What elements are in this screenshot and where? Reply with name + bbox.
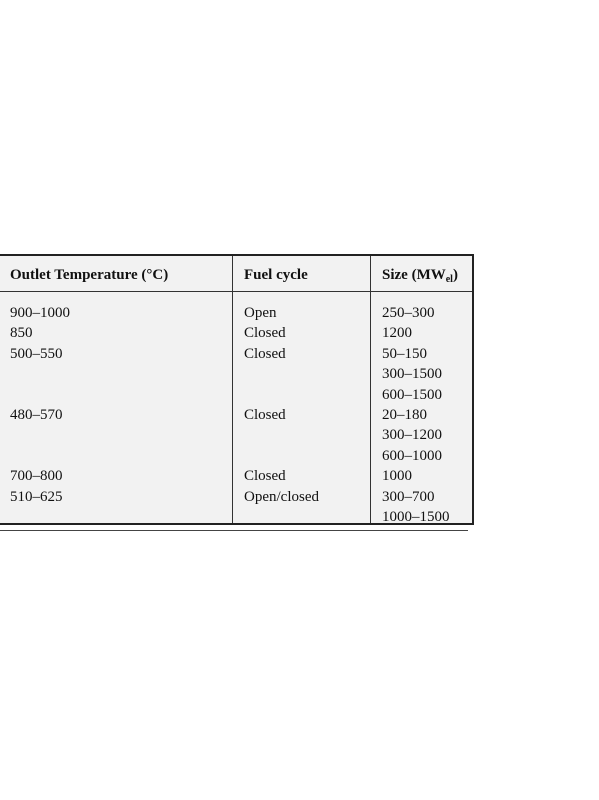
reactor-data-table: [0, 254, 474, 525]
fuel-cycle-cell: [244, 385, 319, 405]
fuel-cycle-cell: [244, 507, 319, 527]
size-cell: 50–150: [382, 345, 427, 362]
outlet-temperature-cell: 900–1000: [10, 305, 70, 321]
column-divider: [370, 256, 371, 523]
header-divider: [0, 291, 472, 292]
size-cell: 300–1500: [382, 366, 442, 383]
size-cell: 600–1000: [382, 447, 442, 464]
fuel-cycle-cell: Closed: [244, 325, 286, 342]
outlet-temperature-cell: 480–570: [10, 406, 63, 423]
header-size-suffix: ): [452, 267, 458, 283]
fuel-cycle-cell: Closed: [244, 406, 286, 423]
size-cell: 300–700: [382, 488, 435, 505]
outlet-temperature-cell: 510–625: [10, 488, 63, 505]
size-cell: 20–180: [382, 406, 427, 423]
header-size: [382, 267, 458, 285]
size-column: [382, 303, 450, 527]
outlet-temperature-column: [10, 303, 70, 527]
fuel-cycle-column: [244, 303, 319, 527]
fuel-cycle-cell: Closed: [244, 345, 286, 362]
header-outlet-temperature: Outlet Temperature (°C): [10, 267, 169, 283]
size-cell: 300–1200: [382, 427, 442, 444]
outlet-temperature-cell: [10, 446, 70, 466]
size-cell: 600–1500: [382, 386, 442, 403]
size-cell: 1000: [382, 468, 412, 485]
outlet-temperature-cell: 850: [10, 325, 33, 342]
fuel-cycle-cell: Closed: [244, 468, 286, 485]
outlet-temperature-cell: 500–550: [10, 345, 63, 362]
fuel-cycle-cell: Open: [244, 305, 277, 321]
fuel-cycle-cell: Open/closed: [244, 488, 319, 505]
size-cell: 250–300: [382, 305, 435, 321]
size-cell: 1000–1500: [382, 508, 450, 525]
column-divider: [232, 256, 233, 523]
fuel-cycle-cell: [244, 446, 319, 466]
header-size-prefix: Size (MW: [382, 267, 446, 283]
size-cell: 1200: [382, 325, 412, 342]
outlet-temperature-cell: [10, 385, 70, 405]
outlet-temperature-cell: [10, 507, 70, 527]
outlet-temperature-cell: 700–800: [10, 468, 63, 485]
header-fuel-cycle: Fuel cycle: [244, 267, 308, 283]
bottom-rule: [0, 530, 468, 531]
fuel-cycle-cell: [244, 364, 319, 384]
header-size-subscript: el: [445, 274, 453, 285]
outlet-temperature-cell: [10, 425, 70, 445]
outlet-temperature-cell: [10, 364, 70, 384]
fuel-cycle-cell: [244, 425, 319, 445]
